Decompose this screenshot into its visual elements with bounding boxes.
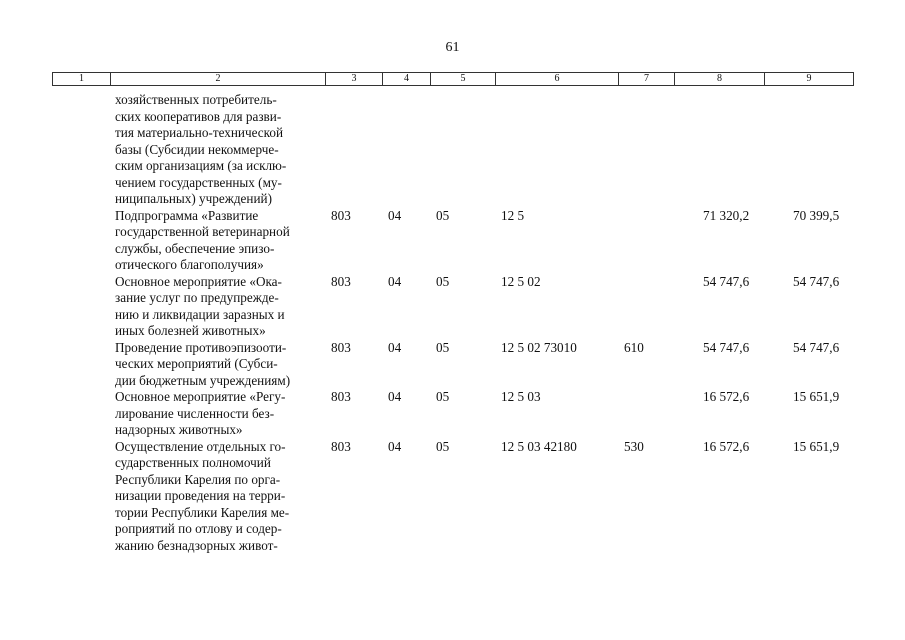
item-name-line: хозяйственных потребитель- xyxy=(115,92,277,107)
column-header-2: 2 xyxy=(111,73,326,86)
ministry-code: 803 xyxy=(331,207,351,223)
amount-year-2 xyxy=(764,92,853,208)
subsection-code xyxy=(430,92,495,208)
subsection-code: 05 xyxy=(436,273,450,289)
item-name-line: иных болезней животных» xyxy=(115,323,266,338)
item-name-line: государственной ветеринарной xyxy=(115,224,290,239)
amount-year-2: 54 747,6 xyxy=(793,339,840,355)
column-header-5: 5 xyxy=(431,73,496,86)
amount-year-2: 15 651,9 xyxy=(793,389,840,404)
column-header-7: 7 xyxy=(619,73,675,86)
page-number: 61 xyxy=(445,40,460,55)
expense-type-code xyxy=(618,389,674,439)
target-article-code: 12 5 02 xyxy=(501,273,541,289)
ministry-code: 803 xyxy=(331,389,351,404)
expense-type-code xyxy=(618,274,674,340)
amount-year-2: 70 399,5 xyxy=(793,207,840,223)
item-name-line: ских кооперативов для разви- xyxy=(115,108,282,124)
item-name-line: лирование численности без- xyxy=(115,405,275,421)
amount-year-2: 15 651,9 xyxy=(793,438,840,454)
amount-year-1: 54 747,6 xyxy=(703,273,750,289)
item-name-line: службы, обеспечение эпизо- xyxy=(115,240,275,256)
column-header-table xyxy=(52,72,854,86)
item-name-line: ниципальных) учреждений) xyxy=(115,191,272,206)
item-name-line: дии бюджетным учреждениям) xyxy=(115,372,291,388)
item-name-line: нию и ликвидации заразных и xyxy=(115,306,285,322)
item-name-line: Осуществление отдельных го- xyxy=(115,438,286,454)
item-name-line: Подпрограмма «Развитие xyxy=(115,207,259,223)
table-row xyxy=(52,439,853,555)
item-name-cell xyxy=(110,208,325,274)
item-name-cell xyxy=(110,439,325,555)
amount-year-1: 54 747,6 xyxy=(703,339,750,355)
row-index-cell xyxy=(52,439,110,555)
subsection-code: 05 xyxy=(436,438,450,454)
item-name-line: роприятий по отлову и содер- xyxy=(115,521,282,536)
item-name-line: жанию безнадзорных живот- xyxy=(115,537,278,553)
amount-year-2: 54 747,6 xyxy=(793,273,840,289)
item-name-cell xyxy=(110,340,325,390)
item-name-line: Республики Карелия по орга- xyxy=(115,471,281,487)
table-row xyxy=(52,274,853,340)
column-header-8: 8 xyxy=(675,73,765,86)
ministry-code: 803 xyxy=(331,438,351,454)
item-name-line: чением государственных (му- xyxy=(115,174,282,190)
row-index-cell xyxy=(52,274,110,340)
item-name-line: ческих мероприятий (Субси- xyxy=(115,356,278,371)
subsection-code: 05 xyxy=(436,339,450,355)
column-header-9: 9 xyxy=(765,73,854,86)
item-name-line: отического благополучия» xyxy=(115,257,264,272)
target-article-code: 12 5 02 73010 xyxy=(501,339,577,355)
item-name-cell xyxy=(110,389,325,439)
column-header-1: 1 xyxy=(53,73,111,86)
section-code: 04 xyxy=(388,389,402,404)
section-code xyxy=(382,92,430,208)
item-name-line: низации проведения на терри- xyxy=(115,488,286,503)
item-name-line: сударственных полномочий xyxy=(115,455,271,470)
budget-table-body xyxy=(52,92,853,554)
row-index-cell xyxy=(52,92,110,208)
table-row xyxy=(52,208,853,274)
item-name-cell xyxy=(110,274,325,340)
column-header-4: 4 xyxy=(383,73,431,86)
table-row xyxy=(52,389,853,439)
item-name-line: Основное мероприятие «Ока- xyxy=(115,273,282,289)
item-name-cell xyxy=(110,92,325,208)
expense-type-code xyxy=(618,208,674,274)
section-code: 04 xyxy=(388,207,402,223)
subsection-code: 05 xyxy=(436,207,450,223)
item-name-line: ским организациям (за исклю- xyxy=(115,158,287,173)
row-index-cell xyxy=(52,389,110,439)
target-article-code: 12 5 03 42180 xyxy=(501,438,577,454)
column-header-3: 3 xyxy=(326,73,383,86)
amount-year-1: 16 572,6 xyxy=(703,389,750,404)
ministry-code xyxy=(325,92,382,208)
table-row xyxy=(52,340,853,390)
subsection-code: 05 xyxy=(436,389,450,404)
target-article-code: 12 5 03 xyxy=(501,389,541,404)
column-header-6: 6 xyxy=(496,73,619,86)
item-name-line: надзорных животных» xyxy=(115,422,243,437)
budget-table xyxy=(52,92,853,554)
table-row xyxy=(52,92,853,208)
ministry-code: 803 xyxy=(331,273,351,289)
expense-type-code: 610 xyxy=(624,339,644,355)
amount-year-1 xyxy=(674,92,764,208)
amount-year-1: 71 320,2 xyxy=(703,207,750,223)
section-code: 04 xyxy=(388,438,402,454)
target-article-code: 12 5 xyxy=(501,207,525,223)
row-index-cell xyxy=(52,208,110,274)
section-code: 04 xyxy=(388,273,402,289)
expense-type-code: 530 xyxy=(624,438,644,454)
expense-type-code xyxy=(618,92,674,208)
item-name-line: тия материально-технической xyxy=(115,125,284,140)
ministry-code: 803 xyxy=(331,339,351,355)
amount-year-1: 16 572,6 xyxy=(703,438,750,454)
item-name-line: зание услуг по предупрежде- xyxy=(115,290,279,305)
item-name-line: Проведение противоэпизооти- xyxy=(115,339,287,355)
target-article-code xyxy=(495,92,618,208)
row-index-cell xyxy=(52,340,110,390)
section-code: 04 xyxy=(388,339,402,355)
item-name-line: тории Республики Карелия ме- xyxy=(115,504,290,520)
item-name-line: Основное мероприятие «Регу- xyxy=(115,389,286,404)
item-name-line: базы (Субсидии некоммерче- xyxy=(115,141,279,157)
column-header-row xyxy=(53,73,854,86)
